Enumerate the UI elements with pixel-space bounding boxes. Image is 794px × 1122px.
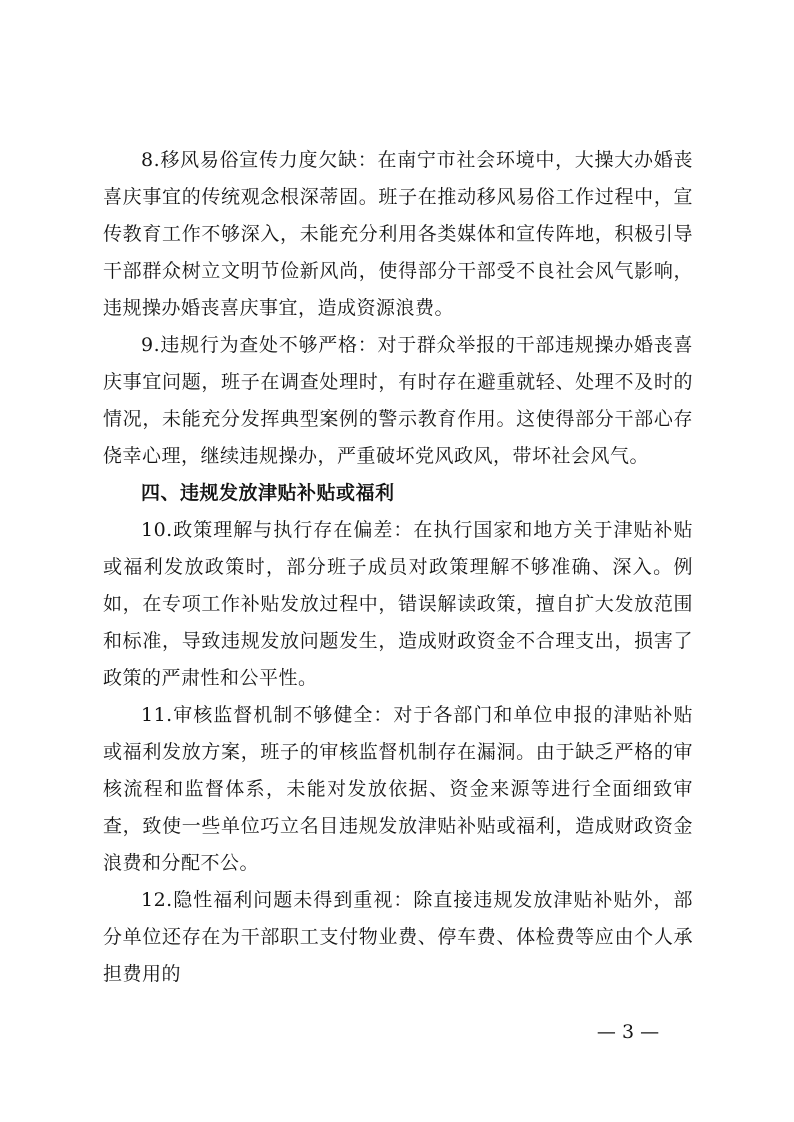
paragraph-12: 12.隐性福利问题未得到重视：除直接违规发放津贴补贴外，部分单位还存在为干部职工支付物业费、停车费、体检费等应由个人承担费用的 bbox=[103, 889, 693, 985]
document-body bbox=[103, 142, 693, 993]
paragraph-10: 10.政策理解与执行存在偏差：在执行国家和地方关于津贴补贴或福利发放政策时，部分班子成员对政策理解不够准确、深入。例如，在专项工作补贴发放过程中，错误解读政策，擅自扩大发放范围和标准，导致违规发放问题发生，造成财政资金不合理支出，损害了政策的严肃性和公平性。 bbox=[103, 519, 693, 689]
section-heading-4: 四、违规发放津贴补贴或福利 bbox=[141, 482, 395, 504]
page-number: — 3 — bbox=[596, 1021, 660, 1043]
paragraph-11: 11.审核监督机制不够健全：对于各部门和单位申报的津贴补贴或福利发放方案，班子的审核监督机制存在漏洞。由于缺乏严格的审核流程和监督体系，未能对发放依据、资金来源等进行全面细致审查，致使一些单位巧立名目违规发放津贴补贴或福利，造成财政资金浪费和分配不公。 bbox=[103, 704, 693, 874]
paragraph-8: 8.移风易俗宣传力度欠缺：在南宁市社会环境中，大操大办婚丧喜庆事宜的传统观念根深蒂固。班子在推动移风易俗工作过程中，宣传教育工作不够深入，未能充分利用各类媒体和宣传阵地，积极引导干部群众树立文明节俭新风尚，使得部分干部受不良社会风气影响，违规操办婚丧喜庆事宜，造成资源浪费。 bbox=[103, 149, 693, 319]
paragraph-9: 9.违规行为查处不够严格：对于群众举报的干部违规操办婚丧喜庆事宜问题，班子在调查处理时，有时存在避重就轻、处理不及时的情况，未能充分发挥典型案例的警示教育作用。这使得部分干部心存侥幸心理，继续违规操办，严重破坏党风政风，带坏社会风气。 bbox=[103, 334, 693, 467]
